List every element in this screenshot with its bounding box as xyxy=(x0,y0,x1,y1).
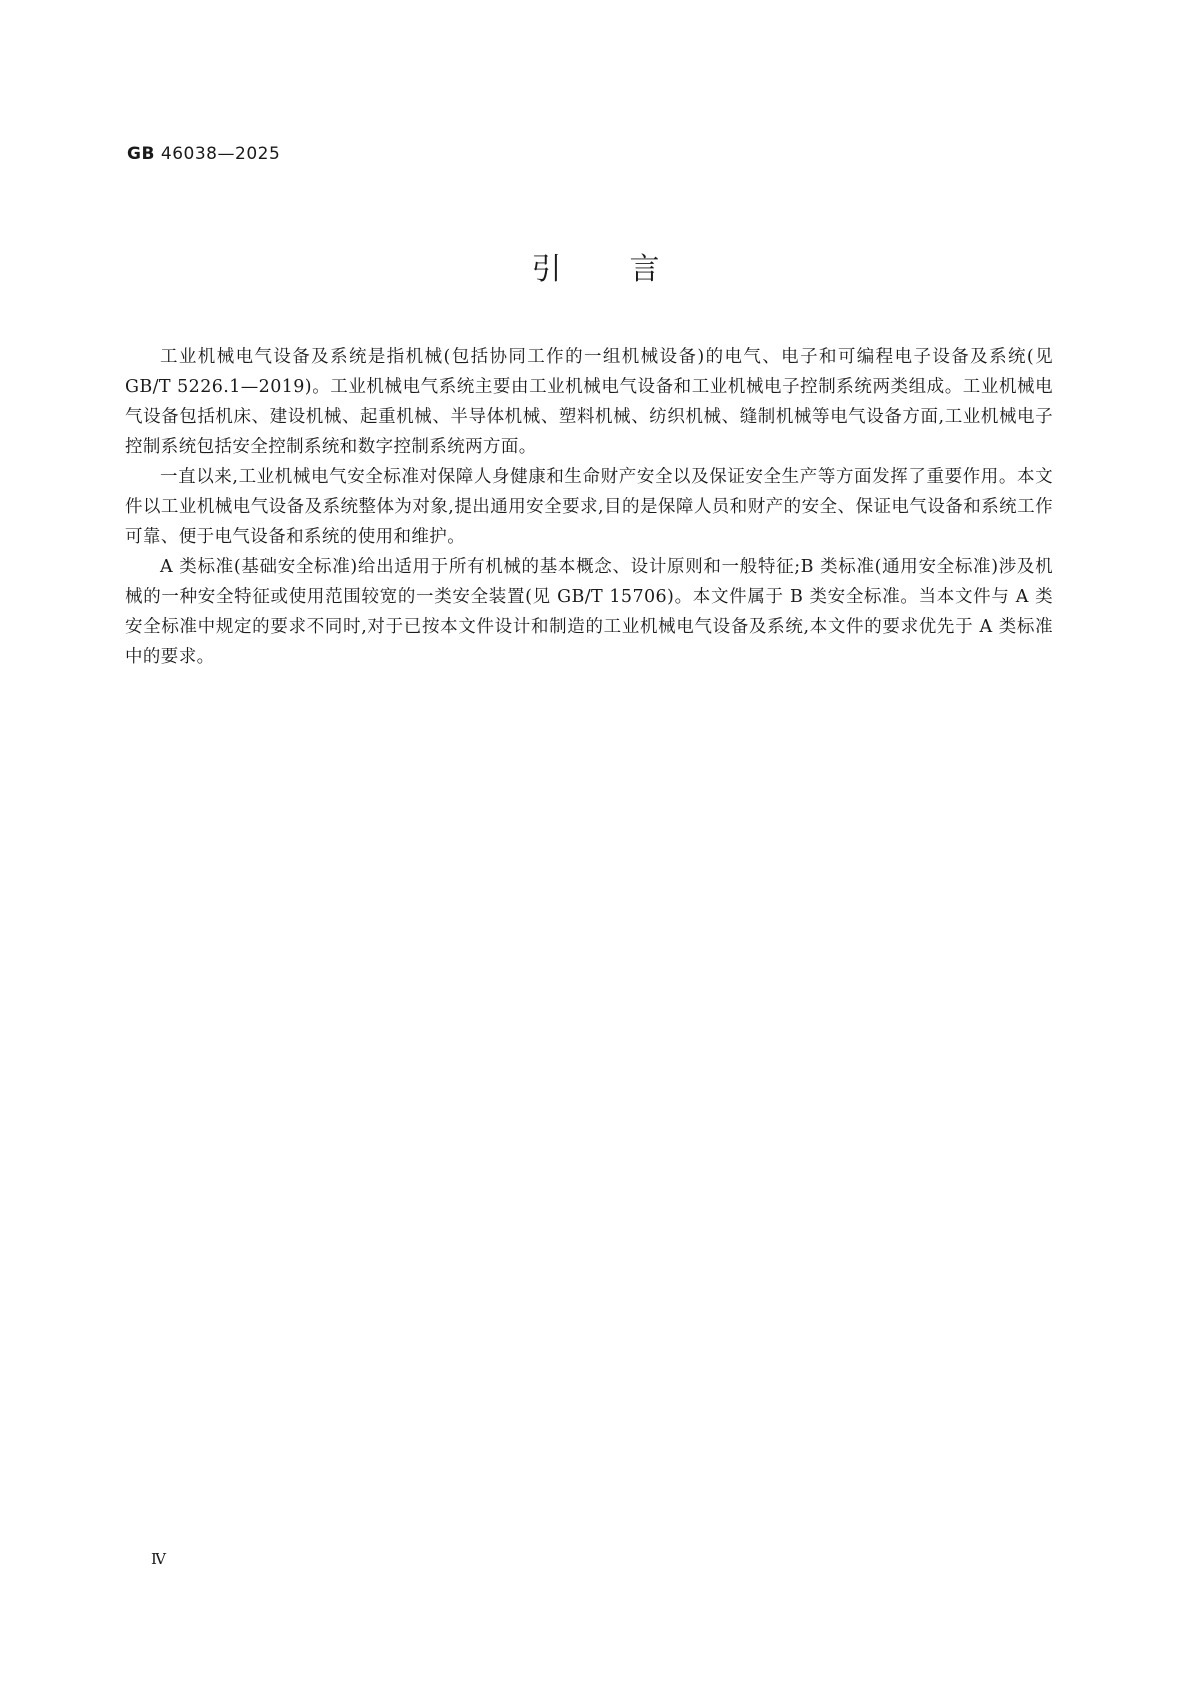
paragraph: A 类标准(基础安全标准)给出适用于所有机械的基本概念、设计原则和一般特征;B 类标准(通用安全标准)涉及机械的一种安全特征或使用范围较宽的一类安全装置(见 GB/T 15706)。本文件属于 B 类安全标准。当本文件与 A 类安全标准中规定的要求不同时,对于已按本文件设计和制造的工业机械电气设备及系统,本文件的要求优先于 A 类标准中的要求。 xyxy=(125,557,1053,667)
paragraph: 工业机械电气设备及系统是指机械(包括协同工作的一组机械设备)的电气、电子和可编程电子设备及系统(见 GB/T 5226.1—2019)。工业机械电气系统主要由工业机械电气设备和工业机械电子控制系统两类组成。工业机械电气设备包括机床、建设机械、起重机械、半导体机械、塑料机械、纺织机械、缝制机械等电气设备方面,工业机械电子控制系统包括安全控制系统和数字控制系统两方面。 xyxy=(125,347,1053,457)
introduction-body xyxy=(125,342,1053,672)
document-identifier xyxy=(127,144,280,164)
standard-number: 46038—2025 xyxy=(160,144,281,164)
section-title: 引言 xyxy=(531,252,728,287)
paragraph: 一直以来,工业机械电气安全标准对保障人身健康和生命财产安全以及保证安全生产等方面发挥了重要作用。本文件以工业机械电气设备及系统整体为对象,提出通用安全要求,目的是保障人员和财产的安全、保证电气设备和系统工作可靠、便于电气设备和系统的使用和维护。 xyxy=(125,467,1053,547)
standard-prefix: GB xyxy=(127,144,155,164)
page-number: Ⅳ xyxy=(151,1550,166,1568)
